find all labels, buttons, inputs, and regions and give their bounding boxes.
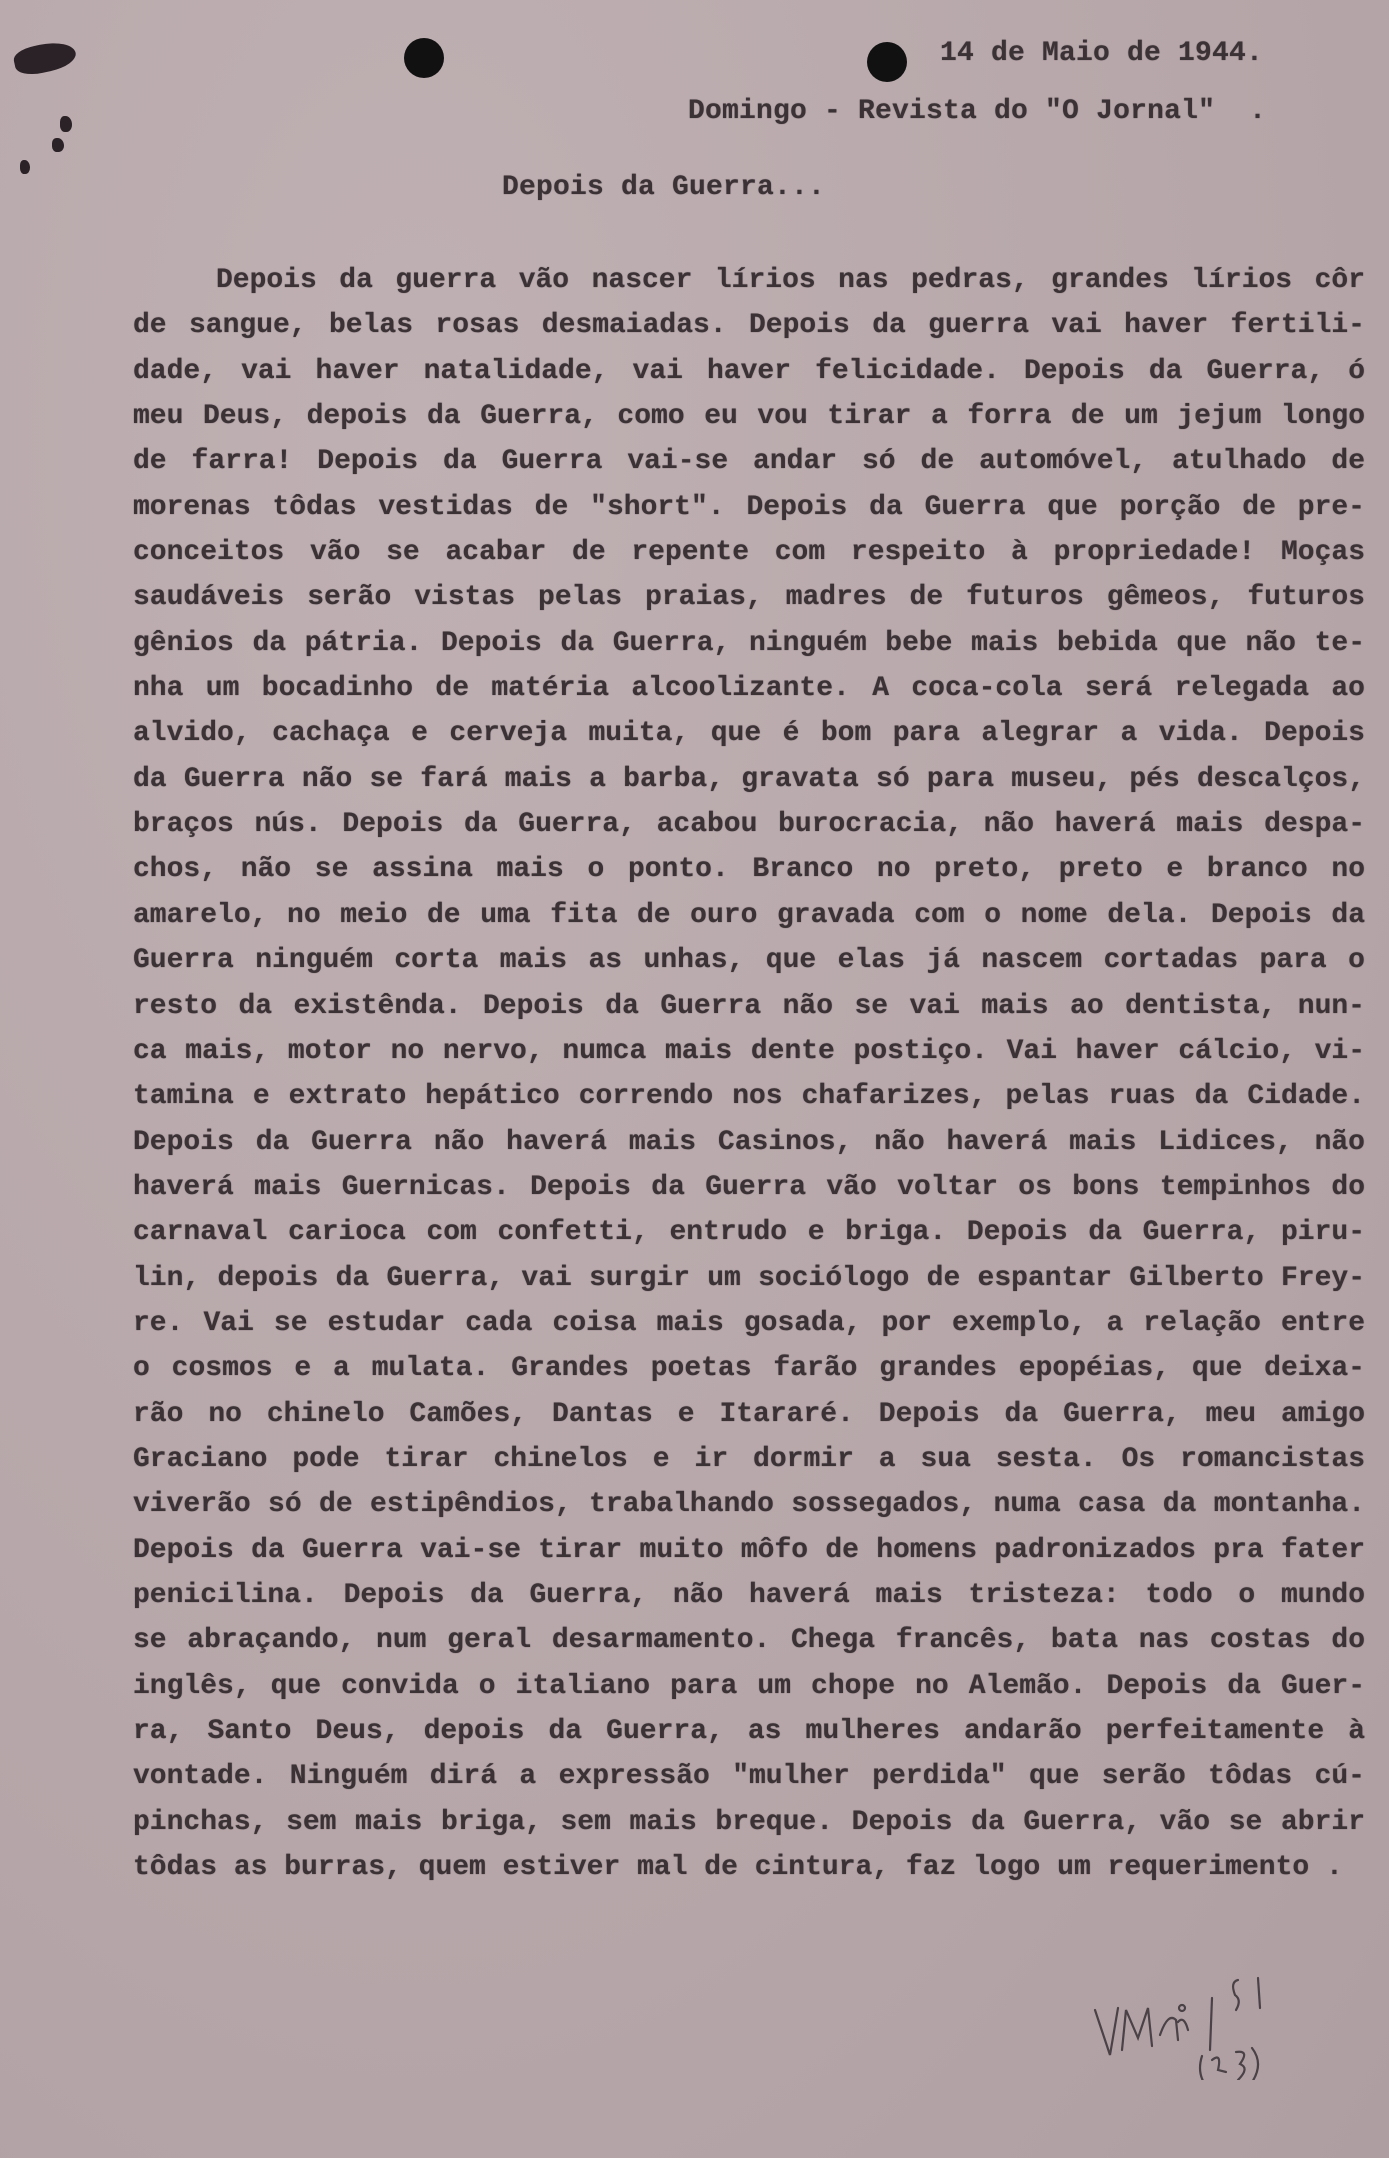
text-line: dade, vai haver natalidade, vai haver felicidade. Depois da Guerra, ó bbox=[133, 355, 1365, 387]
text-line: meu Deus, depois da Guerra, como eu vou tirar a forra de um jejum longo bbox=[133, 401, 1365, 433]
text-line: carnaval carioca com confetti, entrudo e briga. Depois da Guerra, piru- bbox=[133, 1217, 1365, 1249]
text-line: nha um bocadinho de matéria alcoolizante. A coca-cola será relegada ao bbox=[133, 673, 1365, 705]
text-line: re. Vai se estudar cada coisa mais gosada, por exemplo, a relação entre bbox=[133, 1307, 1365, 1339]
text-line: de sangue, belas rosas desmaiadas. Depois da guerra vai haver fertili- bbox=[133, 310, 1365, 342]
text-line: viverão só de estipêndios, trabalhando sossegados, numa casa da montanha. bbox=[133, 1489, 1365, 1521]
text-line: pinchas, sem mais briga, sem mais breque. Depois da Guerra, vão se abrir bbox=[133, 1806, 1365, 1838]
ink-stain bbox=[52, 138, 64, 152]
text-line: ca mais, motor no nervo, numca mais dente postiço. Vai haver cálcio, vi- bbox=[133, 1035, 1365, 1067]
ink-stain bbox=[60, 116, 72, 132]
text-line: vontade. Ninguém dirá a expressão "mulher perdida" que serão tôdas cú- bbox=[133, 1761, 1365, 1793]
text-line: Depois da Guerra não haverá mais Casinos, não haverá mais Lidices, não bbox=[133, 1126, 1365, 1158]
text-line: ra, Santo Deus, depois da Guerra, as mulheres andarão perfeitamente à bbox=[133, 1716, 1365, 1747]
text-line: chos, não se assina mais o ponto. Branco no preto, preto e branco no bbox=[133, 854, 1365, 886]
text-line: alvido, cachaça e cerveja muita, que é bom para alegrar a vida. Depois bbox=[133, 718, 1365, 750]
text-line: gênios da pátria. Depois da Guerra, ninguém bebe mais bebida que não te- bbox=[133, 627, 1365, 659]
text-line: lin, depois da Guerra, vai surgir um sociólogo de espantar Gilberto Frey- bbox=[133, 1262, 1365, 1294]
text-line: morenas tôdas vestidas de "short". Depois da Guerra que porção de pre- bbox=[133, 491, 1365, 523]
text-line: amarelo, no meio de uma fita de ouro gravada com o nome dela. Depois da bbox=[133, 899, 1365, 931]
text-line: inglês, que convida o italiano para um chope no Alemão. Depois da Guer- bbox=[133, 1670, 1365, 1702]
text-line: se abraçando, num geral desarmamento. Chega francês, bata nas costas do bbox=[133, 1625, 1365, 1657]
text-line: Guerra ninguém corta mais as unhas, que elas já nascem cortadas para o bbox=[133, 945, 1365, 977]
publication-line: Domingo - Revista do "O Jornal" . bbox=[688, 96, 1267, 127]
handwritten-annotation bbox=[1090, 1960, 1310, 2080]
text-line: o cosmos e a mulata. Grandes poetas farão grandes epopéias, que deixa- bbox=[133, 1353, 1365, 1385]
punch-hole bbox=[867, 42, 907, 82]
body-text bbox=[133, 258, 1365, 1890]
document-title: Depois da Guerra... bbox=[502, 172, 826, 203]
text-line: saudáveis serão vistas pelas praias, madres de futuros gêmeos, futuros bbox=[133, 582, 1365, 614]
text-line: Depois da Guerra vai-se tirar muito môfo de homens padronizados pra fater bbox=[133, 1534, 1365, 1566]
punch-hole bbox=[404, 38, 444, 78]
document-date: 14 de Maio de 1944. bbox=[940, 38, 1264, 69]
text-line: braços nús. Depois da Guerra, acabou burocracia, não haverá mais despa- bbox=[133, 809, 1365, 841]
text-line: da Guerra não se fará mais a barba, gravata só para museu, pés descalços, bbox=[133, 763, 1365, 795]
ink-stain bbox=[20, 160, 30, 174]
text-line: conceitos vão se acabar de repente com respeito à propriedade! Moças bbox=[133, 537, 1365, 569]
text-line: de farra! Depois da Guerra vai-se andar só de automóvel, atulhado de bbox=[133, 446, 1365, 478]
text-line: Graciano pode tirar chinelos e ir dormir a sua sesta. Os romancistas bbox=[133, 1443, 1365, 1475]
ink-stain bbox=[12, 38, 78, 78]
text-line: tamina e extrato hepático correndo nos chafarizes, pelas ruas da Cidade. bbox=[133, 1081, 1365, 1113]
text-line: rão no chinelo Camões, Dantas e Itararé. Depois da Guerra, meu amigo bbox=[133, 1398, 1365, 1430]
text-line: penicilina. Depois da Guerra, não haverá mais tristeza: todo o mundo bbox=[133, 1579, 1365, 1611]
text-line: Depois da guerra vão nascer lírios nas pedras, grandes lírios côr bbox=[216, 265, 1365, 296]
text-line: haverá mais Guernicas. Depois da Guerra vão voltar os bons tempinhos do bbox=[133, 1171, 1365, 1203]
text-line: resto da existênda. Depois da Guerra não se vai mais ao dentista, nun- bbox=[133, 990, 1365, 1022]
text-line: tôdas as burras, quem estiver mal de cintura, faz logo um requerimento . bbox=[133, 1852, 1343, 1884]
